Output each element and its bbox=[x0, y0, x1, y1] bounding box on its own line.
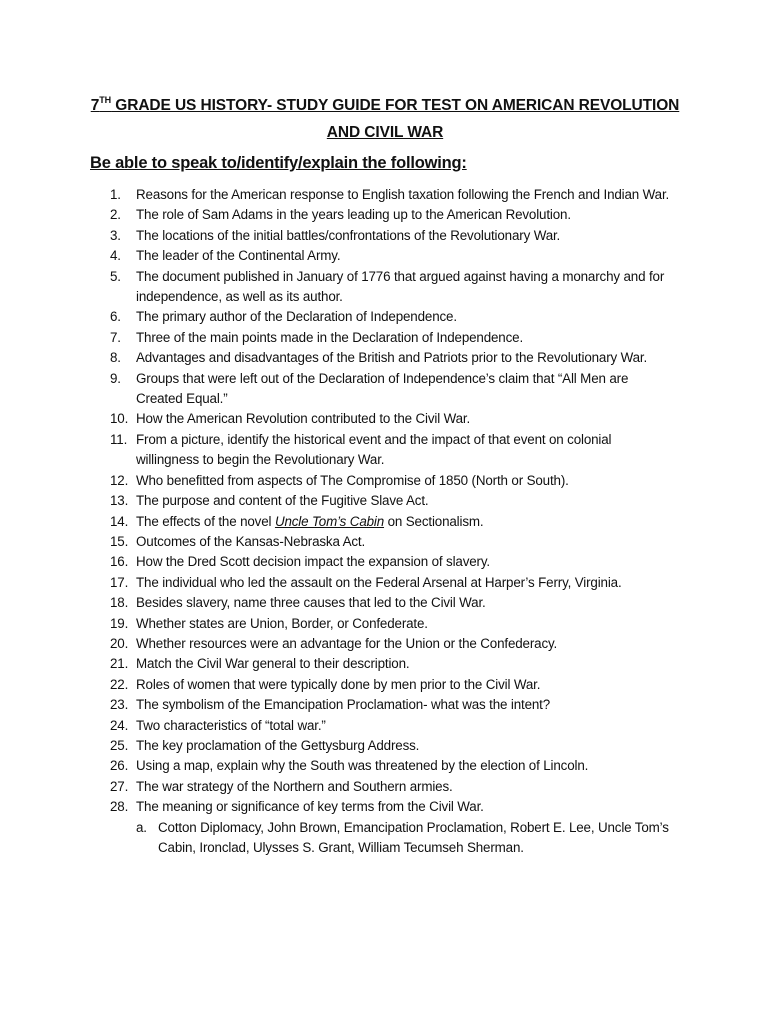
list-item bbox=[0, 512, 676, 532]
page-title bbox=[60, 92, 710, 146]
list-item bbox=[0, 695, 676, 715]
item-number: 18. bbox=[110, 595, 129, 611]
list-item bbox=[0, 226, 676, 246]
list-item bbox=[0, 246, 676, 266]
list-item bbox=[0, 471, 676, 491]
item-number: 27. bbox=[110, 778, 129, 794]
item-number: 1. bbox=[110, 187, 121, 202]
list-item bbox=[0, 614, 676, 634]
item-text: From a picture, identify the historical event and the impact of that event on colonial willingness to begin the Revolutionary War. bbox=[136, 431, 612, 468]
list-item bbox=[0, 573, 676, 593]
item-number: 12. bbox=[110, 472, 129, 488]
list-item bbox=[0, 307, 676, 327]
list-item bbox=[0, 185, 676, 205]
item-text: Groups that were left out of the Declaration of Independence’s claim that “All Men are Created Equal.” bbox=[136, 370, 629, 407]
item-number: 24. bbox=[110, 717, 129, 733]
item-text: How the Dred Scott decision impact the expansion of slavery. bbox=[136, 554, 490, 570]
list-item bbox=[0, 777, 676, 797]
list-item bbox=[0, 205, 676, 225]
item-text: The role of Sam Adams in the years leading up to the American Revolution. bbox=[136, 207, 571, 223]
item-number: 20. bbox=[110, 635, 129, 651]
item-number: 13. bbox=[110, 493, 129, 509]
item-text: The document published in January of 1776 that argued against having a monarchy and for independence, as well as its author. bbox=[136, 268, 665, 305]
list-item bbox=[0, 593, 676, 613]
item-text: The war strategy of the Northern and Southern armies. bbox=[136, 778, 453, 794]
item-number: 6. bbox=[110, 309, 121, 325]
item-number: 25. bbox=[110, 737, 129, 753]
list-item bbox=[0, 654, 676, 674]
list-item bbox=[0, 491, 676, 511]
item-text: Match the Civil War general to their description. bbox=[136, 656, 410, 672]
item-text: How the American Revolution contributed to the Civil War. bbox=[136, 411, 471, 427]
list-item bbox=[0, 716, 676, 736]
item-number: 5. bbox=[110, 268, 121, 284]
novel-title: Uncle Tom’s Cabin bbox=[274, 513, 385, 529]
list-item bbox=[0, 634, 676, 654]
item-number: 10. bbox=[110, 411, 129, 427]
list-item bbox=[0, 532, 676, 552]
item-text: The key proclamation of the Gettysburg Address. bbox=[136, 737, 420, 753]
item-number: 19. bbox=[110, 615, 129, 631]
title-line-1: GRADE US HISTORY- STUDY GUIDE FOR TEST ON AMERICAN REVOLUTION bbox=[111, 97, 680, 114]
item-text: Advantages and disadvantages of the British and Patriots prior to the Revolutionary War. bbox=[136, 350, 648, 366]
item-number: 9. bbox=[110, 370, 121, 386]
item-text: The individual who led the assault on the Federal Arsenal at Harper’s Ferry, Virginia. bbox=[136, 574, 622, 590]
list-item bbox=[0, 348, 676, 368]
item-text: The purpose and content of the Fugitive Slave Act. bbox=[136, 493, 429, 509]
item-number: 26. bbox=[110, 758, 129, 774]
list-item bbox=[0, 328, 676, 348]
sub-item-text: Cotton Diplomacy, John Brown, Emancipation Proclamation, Robert E. Lee, Uncle Tom’s Cabin, Ironclad, Ulysses S. Grant, William Tecumseh Sherman. bbox=[158, 819, 669, 855]
item-number: 16. bbox=[110, 554, 129, 570]
item-text: Besides slavery, name three causes that led to the Civil War. bbox=[136, 595, 486, 611]
item-number: 11. bbox=[110, 431, 128, 447]
item-text: Reasons for the American response to English taxation following the French and Indian War. bbox=[136, 187, 670, 202]
item-number: 17. bbox=[110, 574, 129, 590]
item-number: 15. bbox=[110, 533, 129, 549]
item-number: 7. bbox=[110, 329, 121, 345]
item-number: 4. bbox=[110, 248, 121, 264]
item-number: 3. bbox=[110, 227, 121, 243]
item-text-after: on Sectionalism. bbox=[384, 513, 484, 529]
item-text: Outcomes of the Kansas-Nebraska Act. bbox=[136, 533, 366, 549]
list-item bbox=[0, 736, 676, 756]
item-text: The leader of the Continental Army. bbox=[136, 248, 341, 264]
item-text: Two characteristics of “total war.” bbox=[136, 717, 326, 733]
title-grade-number: 7 bbox=[90, 97, 100, 114]
item-text: The locations of the initial battles/confrontations of the Revolutionary War. bbox=[136, 227, 561, 243]
list-item bbox=[0, 369, 676, 410]
item-text: The primary author of the Declaration of Independence. bbox=[136, 309, 457, 325]
item-number: 14. bbox=[110, 513, 129, 529]
list-item bbox=[0, 797, 676, 817]
sub-list-item bbox=[0, 818, 673, 859]
item-text: Whether resources were an advantage for the Union or the Confederacy. bbox=[136, 635, 558, 651]
item-number: 28. bbox=[110, 799, 129, 815]
list-item bbox=[0, 675, 676, 695]
item-number: 21. bbox=[110, 656, 129, 672]
item-text: The meaning or significance of key terms from the Civil War. bbox=[136, 799, 484, 815]
list-item bbox=[0, 267, 676, 308]
list-item bbox=[0, 756, 676, 776]
item-text: Roles of women that were typically done by men prior to the Civil War. bbox=[136, 676, 541, 692]
sub-item-letter: a. bbox=[136, 819, 147, 835]
list-item bbox=[0, 409, 676, 429]
section-heading: Be able to speak to/identify/explain the following: bbox=[90, 154, 467, 172]
list-item bbox=[0, 430, 676, 471]
title-superscript: TH bbox=[99, 95, 112, 105]
item-number: 23. bbox=[110, 697, 129, 713]
item-text-before: The effects of the novel bbox=[136, 513, 275, 529]
title-line-2: AND CIVIL WAR bbox=[326, 124, 444, 141]
list-item bbox=[0, 552, 676, 572]
study-items-list bbox=[0, 185, 768, 858]
item-text: The symbolism of the Emancipation Proclamation- what was the intent? bbox=[136, 697, 551, 713]
item-number: 8. bbox=[110, 350, 121, 366]
item-text: Who benefitted from aspects of The Compromise of 1850 (North or South). bbox=[136, 472, 569, 488]
item-text: Using a map, explain why the South was threatened by the election of Lincoln. bbox=[136, 758, 589, 774]
item-number: 22. bbox=[110, 676, 129, 692]
item-text: Three of the main points made in the Declaration of Independence. bbox=[136, 329, 524, 345]
item-number: 2. bbox=[110, 207, 121, 223]
item-text: Whether states are Union, Border, or Confederate. bbox=[136, 615, 428, 631]
